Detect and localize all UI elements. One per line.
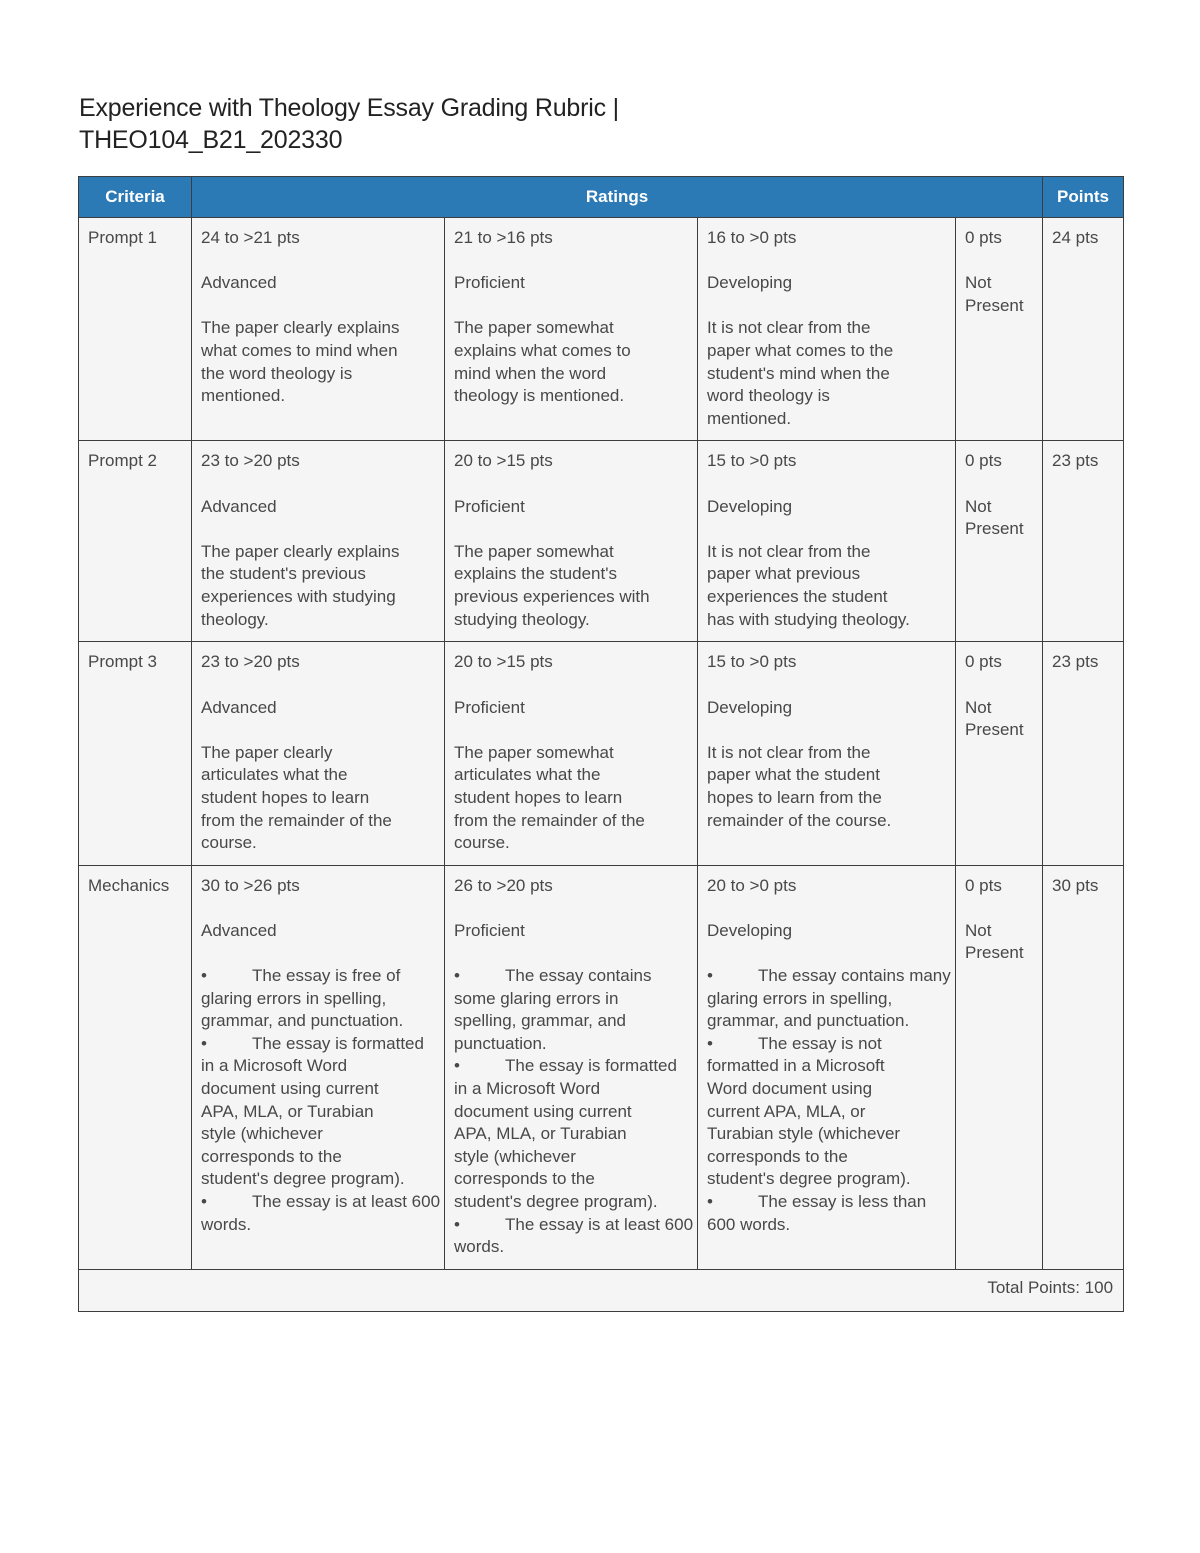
rating-description-line: explains what comes to [454,340,631,360]
rating-points: 0 pts [965,652,1002,672]
rating-level: Developing [707,496,793,516]
rating-description-line: studying theology. [454,609,590,629]
rating-description-line: formatted in a Microsoft [707,1056,885,1076]
bullet-icon: • [454,1056,460,1076]
rating-level: Present [965,943,1024,963]
criterion-points: 24 pts [1052,228,1099,247]
rating-description-line: course. [201,833,257,853]
criterion-cell [79,865,192,1269]
rating-level: Developing [707,697,793,717]
rating-description-line: from the remainder of the [454,810,645,830]
rating-cell-advanced [192,441,445,642]
rating-description-line: style (whichever [201,1124,323,1144]
bullet-icon: • [707,1192,713,1211]
rating-level: Present [965,519,1024,539]
rating-points: 23 to >20 pts [201,652,300,672]
points-cell [1043,642,1124,865]
rating-description-line: in a Microsoft Word [201,1056,348,1076]
rating-description-line: The paper somewhat [454,541,614,561]
rating-description-line [454,1214,694,1237]
rating-description-line: word theology is [707,386,830,406]
rating-description-line: articulates what the [454,765,601,785]
rubric-table [78,176,1124,1312]
rating-level: Advanced [201,496,277,516]
rating-level: Present [965,720,1024,740]
rating-cell-developing [698,218,956,441]
rating-description-text: The essay is not [758,1033,882,1053]
rating-cell-proficient [445,865,698,1269]
rating-description-line: student's degree program). [454,1192,658,1211]
rating-level: Developing [707,920,793,940]
rating-cell-proficient [445,642,698,865]
rating-description-line: The paper somewhat [454,318,614,338]
rating-description-line: corresponds to the [707,1146,848,1166]
rating-description-line: corresponds to the [201,1146,342,1166]
rating-description-line: experiences the student [707,586,888,606]
bullet-icon: • [201,1192,207,1211]
rating-level: Not [965,920,992,940]
spacer [707,897,946,920]
rating-level: Not [965,697,992,717]
rating-level: Proficient [454,496,525,516]
bullet-icon: • [454,966,460,986]
spacer [201,942,435,965]
rating-description-line: student hopes to learn [201,787,370,807]
total-points: Total Points: 100 [79,1269,1124,1311]
rubric-row [79,441,1124,642]
rating-description-text: The essay is at least 600 [252,1192,441,1211]
rating-description-line: spelling, grammar, and [454,1011,626,1031]
rating-description-text: The essay contains [505,966,652,986]
spacer [707,674,946,697]
rating-cell-advanced [192,865,445,1269]
spacer [454,250,688,273]
rating-description-line: punctuation. [454,1033,547,1053]
rating-description-line: APA, MLA, or Turabian [454,1124,627,1144]
rating-description-line: style (whichever [454,1146,576,1166]
rating-description-line: theology is mentioned. [454,386,625,406]
rating-description-line: APA, MLA, or Turabian [201,1101,374,1121]
spacer [707,473,946,496]
rating-points: 26 to >20 pts [454,875,553,895]
rating-points: 21 to >16 pts [454,228,553,247]
header-row [79,177,1124,218]
rating-description-line: mentioned. [201,386,286,406]
rating-description-line: experiences with studying [201,586,396,606]
rating-level: Present [965,295,1024,315]
rating-level: Proficient [454,920,525,940]
points-cell [1043,441,1124,642]
header-points: Points [1043,177,1124,218]
spacer [201,719,435,742]
rating-description-line: explains the student's [454,564,617,584]
points-cell [1043,218,1124,441]
criterion-label: Mechanics [88,875,170,895]
rating-description-line: mind when the word [454,363,607,383]
rating-description-line [707,1033,946,1056]
spacer [454,295,688,318]
rating-cell-advanced [192,642,445,865]
rubric-row [79,642,1124,865]
criterion-label: Prompt 3 [88,652,157,672]
rating-description-line: hopes to learn from the [707,787,882,807]
rating-cell-not-present [956,218,1043,441]
spacer [454,942,688,965]
rating-description-line: mentioned. [707,408,792,428]
spacer [454,473,688,496]
rating-description-line: document using current [201,1079,379,1099]
rating-description-text: The essay is formatted [252,1033,424,1053]
total-row [79,1269,1124,1311]
rating-description-line: the student's previous [201,564,366,584]
spacer [201,518,435,541]
rating-points: 0 pts [965,451,1002,471]
rating-description-line: current APA, MLA, or [707,1101,866,1121]
bullet-icon: • [201,1033,207,1053]
rating-cell-developing [698,642,956,865]
bullet-icon: • [454,1214,460,1234]
spacer [965,250,1033,273]
rating-description-line: glaring errors in spelling, [707,988,893,1008]
rating-description-line: It is not clear from the [707,742,871,762]
rating-description-line: The paper clearly explains [201,318,400,338]
rating-description-line: glaring errors in spelling, [201,988,387,1008]
rating-description-line: student's degree program). [201,1169,405,1189]
rating-description-line: grammar, and punctuation. [201,1011,404,1031]
rating-cell-developing [698,441,956,642]
spacer [707,942,946,965]
bullet-icon: • [707,1033,713,1053]
spacer [201,897,435,920]
document-title [79,92,779,156]
rating-description-line: It is not clear from the [707,318,871,338]
spacer [454,518,688,541]
rating-description-line: remainder of the course. [707,810,892,830]
rating-description-line: paper what previous [707,564,861,584]
criterion-cell [79,642,192,865]
rating-points: 20 to >15 pts [454,652,553,672]
rating-description-line: student's mind when the [707,363,890,383]
rating-level: Advanced [201,920,277,940]
rating-points: 23 to >20 pts [201,451,300,471]
rating-points: 15 to >0 pts [707,652,797,672]
rating-description-line: previous experiences with [454,586,650,606]
spacer [201,295,435,318]
title-line-2: THEO104_B21_202330 [79,126,343,154]
spacer [454,719,688,742]
rating-cell-not-present [956,642,1043,865]
spacer [965,897,1033,920]
rating-points: 0 pts [965,228,1002,247]
rating-level: Not [965,273,992,293]
rating-description-line: course. [454,833,510,853]
spacer [454,897,688,920]
rating-description-line: Word document using [707,1079,873,1099]
rating-description-line: It is not clear from the [707,541,871,561]
criterion-points: 30 pts [1052,875,1099,895]
rating-level: Developing [707,273,793,293]
rating-points: 24 to >21 pts [201,228,300,247]
rating-description-line: the word theology is [201,363,353,383]
rating-description-line: in a Microsoft Word [454,1079,601,1099]
rating-description-line [201,1033,435,1056]
rating-description-line: The paper somewhat [454,742,614,762]
rating-description-line: paper what comes to the [707,340,894,360]
rubric-row [79,218,1124,441]
header-criteria: Criteria [79,177,192,218]
rating-cell-advanced [192,218,445,441]
rating-description-line [454,1055,688,1078]
rating-description-line: document using current [454,1101,632,1121]
rating-description-line: words. [201,1214,252,1234]
criterion-cell [79,441,192,642]
rating-description-text: The essay is free of [252,966,401,986]
rating-description-line: theology. [201,609,269,629]
rating-description-line [201,965,435,988]
criterion-label: Prompt 2 [88,451,157,471]
spacer [201,674,435,697]
rating-level: Proficient [454,697,525,717]
rating-description-line: what comes to mind when [201,340,398,360]
spacer [707,295,946,318]
rating-description-line: 600 words. [707,1214,791,1234]
rating-description-text: The essay contains many [758,966,951,986]
rating-points: 20 to >15 pts [454,451,553,471]
spacer [707,250,946,273]
rating-description-line: student's degree program). [707,1169,911,1189]
rating-level: Advanced [201,697,277,717]
rating-description-line: grammar, and punctuation. [707,1011,910,1031]
spacer [965,473,1033,496]
rating-cell-proficient [445,441,698,642]
criterion-points: 23 pts [1052,652,1099,672]
rating-description-line [201,1191,441,1214]
rating-description-text: The essay is formatted [505,1056,677,1076]
points-cell [1043,865,1124,1269]
rating-cell-not-present [956,865,1043,1269]
rating-cell-proficient [445,218,698,441]
rating-description-line: corresponds to the [454,1169,595,1189]
rating-points: 30 to >26 pts [201,875,300,895]
rating-description-line: has with studying theology. [707,609,910,629]
rating-description-line [454,965,688,988]
spacer [707,719,946,742]
rating-points: 15 to >0 pts [707,451,797,471]
criterion-cell [79,218,192,441]
spacer [201,473,435,496]
rating-points: 0 pts [965,875,1002,895]
rating-points: 20 to >0 pts [707,875,797,895]
rating-level: Proficient [454,273,525,293]
rating-description-line: some glaring errors in [454,988,619,1008]
rating-description-line: articulates what the [201,765,348,785]
spacer [707,518,946,541]
rating-description-line: Turabian style (whichever [707,1124,901,1144]
bullet-icon: • [707,966,713,986]
rating-description-line: paper what the student [707,765,880,785]
rating-cell-not-present [956,441,1043,642]
rating-description-line [707,965,951,988]
rating-description-text: The essay is less than [758,1192,927,1211]
rating-cell-developing [698,865,956,1269]
bullet-icon: • [201,966,207,986]
rating-description-line [707,1191,946,1214]
criterion-label: Prompt 1 [88,228,157,247]
rating-description-line: words. [454,1237,505,1257]
header-ratings: Ratings [192,177,1043,218]
rating-description-text: The essay is at least 600 [505,1214,694,1234]
rating-description-line: student hopes to learn [454,787,623,807]
spacer [965,674,1033,697]
rating-level: Not [965,496,992,516]
rating-description-line: The paper clearly explains [201,541,400,561]
title-line-1: Experience with Theology Essay Grading Rubric | [79,94,619,122]
spacer [454,674,688,697]
rating-description-line: The paper clearly [201,742,333,762]
spacer [201,250,435,273]
rating-points: 16 to >0 pts [707,228,797,247]
criterion-points: 23 pts [1052,451,1099,471]
rating-description-line: from the remainder of the [201,810,392,830]
rubric-row [79,865,1124,1269]
rating-level: Advanced [201,273,277,293]
